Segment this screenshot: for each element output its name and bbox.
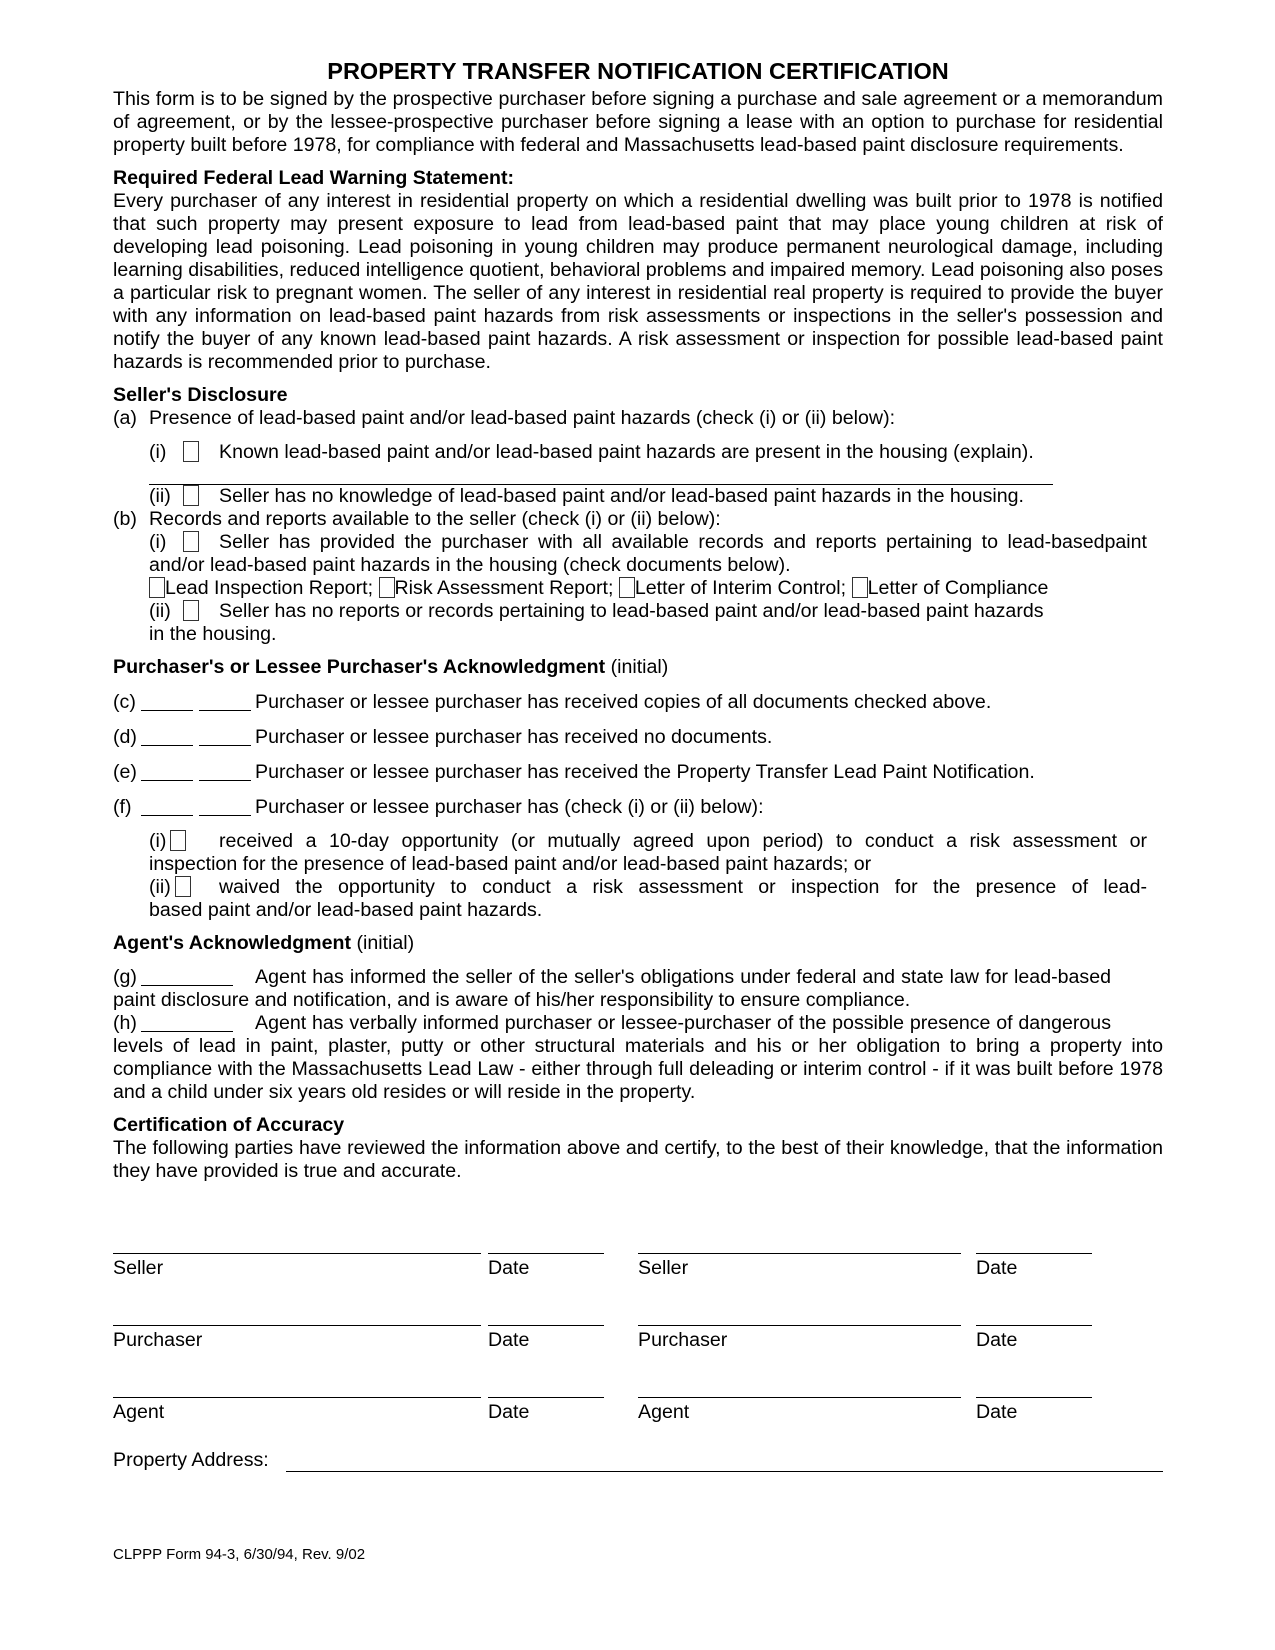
sub-text: received a 10-day opportunity (or mutually agreed upon period) to conduct a risk assessment or <box>219 830 1147 852</box>
date-label: Date <box>976 1329 1018 1351</box>
purchaser-initial-field[interactable] <box>141 694 193 711</box>
purchaser-initial-field[interactable] <box>199 729 251 746</box>
agent-initial-g-field[interactable] <box>141 969 233 986</box>
item-text: Purchaser or lessee purchaser has received no documents. <box>255 726 773 748</box>
sub-label: (i) <box>149 830 167 852</box>
purchaser-initial-field[interactable] <box>199 799 251 816</box>
no-knowledge-checkbox[interactable] <box>183 485 199 506</box>
sub-text-cont: in the housing. <box>149 623 277 645</box>
warning-paragraph: Every purchaser of any interest in residential property on which a residential dwelling was built prior to 1978 is notified that such property may present exposure to lead from lead-based paint that may place young children at risk of developing lead poisoning. Lead poisoning in young children may produce permanent neurological damage, including learning disabilities, reduced intelligence quotient, behavioral problems and impaired memory. Lead poisoning also poses a particular risk to pregnant women. The seller of any interest in residential real property is required to provide the buyer with any information on lead-based paint hazards from risk assessments or inspections in the seller's possession and notify the buyer of any known lead-based paint hazards. A risk assessment or inspection for possible lead-based paint hazards is recommended prior to purchase. <box>113 190 1163 373</box>
sub-text-cont: and/or lead-based paint hazards in the housing (check documents below). <box>149 554 791 576</box>
date-label: Date <box>976 1401 1018 1423</box>
disclosure-a-i <box>113 441 1163 464</box>
date-label: Date <box>488 1329 530 1351</box>
doc-label: Lead Inspection Report; <box>165 577 374 599</box>
item-text: Purchaser or lessee purchaser has received the Property Transfer Lead Paint Notification. <box>255 761 1035 783</box>
sub-label: (ii) <box>149 485 171 507</box>
disclosure-b <box>113 508 1163 531</box>
item-text: Purchaser or lessee purchaser has received copies of all documents checked above. <box>255 691 992 713</box>
purchaser-date-line-1[interactable] <box>488 1325 604 1326</box>
purchaser-initial-field[interactable] <box>141 799 193 816</box>
agent-signature-line-2[interactable] <box>638 1397 961 1398</box>
item-label: (e) <box>113 761 137 783</box>
disclosure-b-i <box>113 531 1163 646</box>
sub-text: Known lead-based paint and/or lead-based paint hazards are present in the housing (explain). <box>219 441 1034 463</box>
sub-text-cont: based paint and/or lead-based paint hazards. <box>149 899 543 921</box>
purchaser-ack-item <box>113 761 1163 784</box>
sub-text: waived the opportunity to conduct a risk assessment or inspection for the presence of lead- <box>219 876 1147 898</box>
compliance-checkbox[interactable] <box>852 577 868 598</box>
item-text: Presence of lead-based paint and/or lead-based paint hazards (check (i) or (ii) below): <box>149 407 896 429</box>
sub-label: (ii) <box>149 876 171 898</box>
item-text: Records and reports available to the seller (check (i) or (ii) below): <box>149 508 721 530</box>
agent-date-line-1[interactable] <box>488 1397 604 1398</box>
certification-paragraph: The following parties have reviewed the information above and certify, to the best of their knowledge, that the information they have provided is true and accurate. <box>113 1137 1163 1182</box>
lead-inspection-checkbox[interactable] <box>149 577 165 598</box>
purchaser-ack-item <box>113 691 1163 714</box>
agent-ack-h <box>113 1012 1163 1104</box>
seller-disclosure-heading: Seller's Disclosure <box>113 384 288 406</box>
sub-text: Seller has no knowledge of lead-based paint and/or lead-based paint hazards in the housing. <box>219 485 1024 507</box>
disclosure-a <box>113 407 1163 430</box>
purchaser-signature-line-2[interactable] <box>638 1325 961 1326</box>
form-footer: CLPPP Form 94-3, 6/30/94, Rev. 9/02 <box>113 1546 366 1563</box>
certification-heading: Certification of Accuracy <box>113 1114 345 1136</box>
seller-date-line-1[interactable] <box>488 1253 604 1254</box>
form-body <box>113 56 1163 1183</box>
purchaser-ack-item <box>113 796 1163 819</box>
item-label: (d) <box>113 726 137 748</box>
agent-date-line-2[interactable] <box>976 1397 1092 1398</box>
agent-ack-heading: Agent's Acknowledgment (initial) <box>113 932 415 954</box>
agent-label: Agent <box>113 1401 165 1423</box>
date-label: Date <box>976 1257 1018 1279</box>
item-label: (b) <box>113 508 137 530</box>
doc-label: Letter of Interim Control; <box>634 577 847 599</box>
risk-assessment-checkbox[interactable] <box>379 577 395 598</box>
interim-control-checkbox[interactable] <box>619 577 635 598</box>
item-label: (f) <box>113 796 132 818</box>
item-label: (h) <box>113 1012 137 1034</box>
seller-label: Seller <box>113 1257 164 1279</box>
form-title: PROPERTY TRANSFER NOTIFICATION CERTIFICATION <box>327 58 949 84</box>
purchaser-ack-heading: Purchaser's or Lessee Purchaser's Acknowledgment (initial) <box>113 656 669 678</box>
property-address-label: Property Address: <box>113 1449 269 1471</box>
doc-label: Risk Assessment Report; <box>394 577 614 599</box>
sub-text: Seller has no reports or records pertaining to lead-based paint and/or lead-based paint hazards <box>219 600 1044 622</box>
explain-field[interactable] <box>113 464 1163 485</box>
sub-label: (i) <box>149 531 167 553</box>
sub-text: Seller has provided the purchaser with all available records and reports pertaining to lead-basedpaint <box>219 531 1147 553</box>
item-label: (c) <box>113 691 136 713</box>
item-text-cont: levels of lead in paint, plaster, putty or other structural materials and his or her obligation to bring a property into compliance with the Massachusetts Lead Law - either through full deleading or interim control - if it was built before 1978 and a child under six years old resides or will reside in the property. <box>113 1035 1163 1103</box>
received-opportunity-checkbox[interactable] <box>170 830 186 851</box>
agent-signature-line-1[interactable] <box>113 1397 481 1398</box>
sub-text-cont: inspection for the presence of lead-based paint and/or lead-based paint hazards; or <box>149 853 872 875</box>
sub-label: (i) <box>149 441 167 463</box>
seller-signature-line-1[interactable] <box>113 1253 481 1254</box>
purchaser-ack-list <box>113 691 1163 819</box>
item-text-cont: paint disclosure and notification, and is aware of his/her responsibility to ensure compliance. <box>113 989 911 1011</box>
doc-label: Letter of Compliance <box>867 577 1049 599</box>
seller-date-line-2[interactable] <box>976 1253 1092 1254</box>
sub-label: (ii) <box>149 600 171 622</box>
purchaser-initial-field[interactable] <box>141 729 193 746</box>
seller-signature-line-2[interactable] <box>638 1253 961 1254</box>
purchaser-initial-field[interactable] <box>199 694 251 711</box>
purchaser-ack-item <box>113 726 1163 749</box>
item-text: Agent has informed the seller of the seller's obligations under federal and state law for lead-based <box>255 966 1111 988</box>
documents-list <box>149 577 1163 600</box>
intro-paragraph: This form is to be signed by the prospective purchaser before signing a purchase and sale agreement or a memorandum of agreement, or by the lessee-prospective purchaser before signing a lease with an option to purchase for residential property built before 1978, for compliance with federal and Massachusetts lead-based paint disclosure requirements. <box>113 88 1163 156</box>
item-text: Purchaser or lessee purchaser has (check (i) or (ii) below): <box>255 796 764 818</box>
date-label: Date <box>488 1401 530 1423</box>
known-lead-checkbox[interactable] <box>183 441 199 462</box>
item-label: (a) <box>113 407 137 429</box>
property-address-field[interactable] <box>286 1471 1163 1472</box>
agent-initial-h-field[interactable] <box>141 1015 233 1032</box>
purchaser-initial-field[interactable] <box>199 764 251 781</box>
purchaser-initial-field[interactable] <box>141 764 193 781</box>
item-text: Agent has verbally informed purchaser or lessee-purchaser of the possible presence of dangerous <box>255 1012 1111 1034</box>
date-label: Date <box>488 1257 530 1279</box>
disclosure-a-ii <box>113 485 1163 508</box>
purchaser-signature-line-1[interactable] <box>113 1325 481 1326</box>
purchaser-date-line-2[interactable] <box>976 1325 1092 1326</box>
no-records-checkbox[interactable] <box>183 600 199 621</box>
waived-opportunity-checkbox[interactable] <box>175 876 191 897</box>
purchaser-label: Purchaser <box>638 1329 728 1351</box>
agent-label: Agent <box>638 1401 690 1423</box>
purchaser-label: Purchaser <box>113 1329 203 1351</box>
item-label: (g) <box>113 966 137 988</box>
records-provided-checkbox[interactable] <box>183 531 199 552</box>
warning-heading: Required Federal Lead Warning Statement: <box>113 167 515 189</box>
seller-label: Seller <box>638 1257 689 1279</box>
agent-ack-g <box>113 966 1163 1012</box>
purchaser-f-options <box>113 830 1163 922</box>
